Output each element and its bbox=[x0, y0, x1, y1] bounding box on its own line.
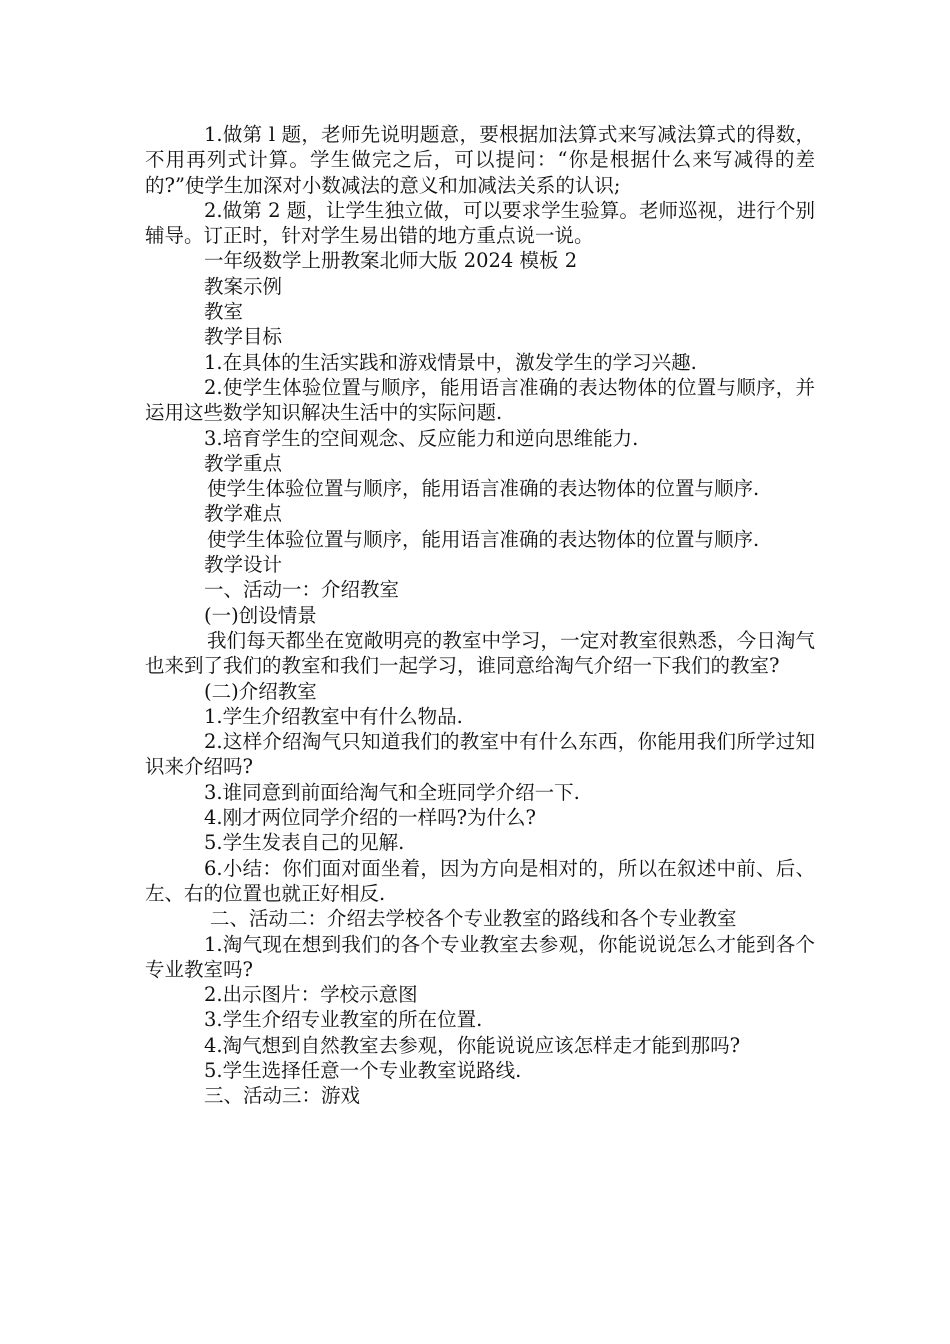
difficulties-text: 使学生体验位置与顺序，能用语言准确的表达物体的位置与顺序. bbox=[207, 527, 760, 551]
activity-1-step-4: 4.刚才两位同学介绍的一样吗?为什么? bbox=[204, 806, 537, 830]
goal-item-3: 3.培育学生的空间观念、反应能力和逆向思维能力. bbox=[204, 426, 639, 450]
activity-2-step-2: 2.出示图片：学校示意图 bbox=[204, 983, 418, 1007]
paragraph-exercise-2: 2.做第 2 题，让学生独立做，可以要求学生验算。老师巡视，进行个别辅导。订正时，针对学生易出错的地方重点说一说。 bbox=[145, 198, 815, 248]
heading-activity-1: 一、活动一：介绍教室 bbox=[204, 578, 400, 602]
goal-item-2: 2.使学生体验位置与顺序，能用语言准确的表达物体的位置与顺序，并运用这些数学知识解决生活中的实际问题. bbox=[145, 375, 815, 425]
template-title: 一年级数学上册教案北师大版 2024 模板 2 bbox=[204, 249, 578, 273]
heading-teaching-design: 教学设计 bbox=[204, 553, 283, 577]
activity-2-step-1: 1.淘气现在想到我们的各个专业教室去参观，你能说说怎么才能到各个专业教室吗? bbox=[145, 932, 815, 981]
heading-classroom: 教室 bbox=[204, 300, 244, 324]
subheading-create-scene: (一)创设情景 bbox=[204, 603, 317, 627]
heading-activity-2: 二、活动二：介绍去学校各个专业教室的路线和各个专业教室 bbox=[210, 907, 737, 931]
activity-1-step-2: 2.这样介绍淘气只知道我们的教室中有什么东西，你能用我们所学过知识来介绍吗? bbox=[145, 730, 815, 779]
paragraph-exercise-1: 1.做第 l 题，老师先说明题意，要根据加法算式来写减法算式的得数，不用再列式计算。学生做完之后，可以提问：“你是根据什么来写减得的差的?”使学生加深对小数减法的意义和加减法关系的认识; bbox=[145, 123, 815, 197]
heading-key-points: 教学重点 bbox=[204, 451, 283, 475]
activity-1-summary: 6.小结：你们面对面坐着，因为方向是相对的，所以在叙述中前、后、左、右的位置也就正好相反. bbox=[145, 856, 815, 905]
activity-1-step-3: 3.谁同意到前面给淘气和全班同学介绍一下. bbox=[204, 780, 580, 804]
heading-lesson-example: 教案示例 bbox=[204, 274, 283, 298]
subheading-introduce-classroom: (二)介绍教室 bbox=[204, 679, 317, 703]
scene-text: 我们每天都坐在宽敞明亮的教室中学习，一定对教室很熟悉，今日淘气也来到了我们的教室和我们一起学习，谁同意给淘气介绍一下我们的教室? bbox=[145, 628, 815, 678]
heading-difficulties: 教学难点 bbox=[204, 502, 283, 526]
key-points-text: 使学生体验位置与顺序，能用语言准确的表达物体的位置与顺序. bbox=[207, 477, 760, 501]
heading-teaching-goals: 教学目标 bbox=[204, 325, 283, 349]
goal-item-1: 1.在具体的生活实践和游戏情景中，激发学生的学习兴趣. bbox=[204, 350, 697, 374]
activity-2-step-5: 5.学生选择任意一个专业教室说路线. bbox=[204, 1058, 522, 1082]
activity-2-step-4: 4.淘气想到自然教室去参观，你能说说应该怎样走才能到那吗? bbox=[204, 1033, 741, 1057]
activity-1-step-1: 1.学生介绍教室中有什么物品. bbox=[204, 704, 463, 728]
document-body bbox=[145, 122, 815, 1109]
activity-1-step-5: 5.学生发表自己的见解. bbox=[204, 831, 405, 855]
activity-2-step-3: 3.学生介绍专业教室的所在位置. bbox=[204, 1008, 483, 1032]
heading-activity-3: 三、活动三：游戏 bbox=[204, 1084, 361, 1108]
